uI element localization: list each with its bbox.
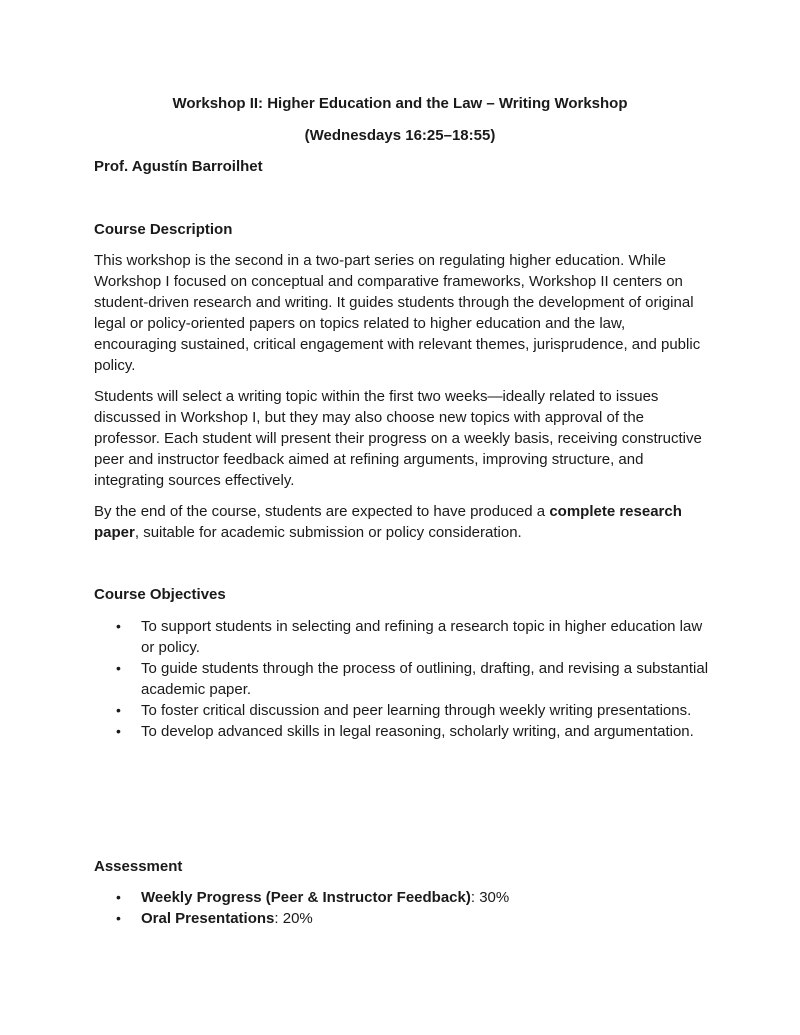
bullet-icon: • xyxy=(116,889,121,905)
bullet-icon: • xyxy=(116,702,121,718)
assessment-heading: Assessment xyxy=(94,858,183,875)
bullet-icon: • xyxy=(116,660,121,676)
objectives-list xyxy=(94,616,714,742)
course-objectives-heading: Course Objectives xyxy=(94,586,226,603)
description-paragraph-2: Students will select a writing topic within the first two weeks—ideally related to issues discussed in Workshop I, but they may also choose new topics with approval of the professor. Each student will present their progress on a weekly basis, receiving constructive peer and instructor feedback aimed at refining arguments, improving structure, and integrating sources effectively. xyxy=(94,388,702,489)
assessment-label: Weekly Progress (Peer & Instructor Feedback) xyxy=(141,889,471,906)
objective-text: To guide students through the process of outlining, drafting, and revising a substantial academic paper. xyxy=(141,660,709,698)
schedule-subtitle: (Wednesdays 16:25–18:55) xyxy=(304,127,496,144)
course-description-heading: Course Description xyxy=(94,221,233,238)
bullet-icon: • xyxy=(116,723,121,739)
objective-text: To develop advanced skills in legal reasoning, scholarly writing, and argumentation. xyxy=(141,723,694,740)
professor-name: Prof. Agustín Barroilhet xyxy=(94,158,263,175)
list-item xyxy=(94,616,714,658)
assessment-list xyxy=(94,887,714,929)
list-item xyxy=(94,887,714,908)
bullet-icon: • xyxy=(116,618,121,634)
list-item xyxy=(94,721,714,742)
para3-text-before: By the end of the course, students are expected to have produced a xyxy=(94,503,550,520)
list-item xyxy=(94,658,714,700)
bullet-icon: • xyxy=(116,910,121,926)
list-item xyxy=(94,908,714,929)
assessment-label: Oral Presentations xyxy=(141,910,275,927)
objective-text: To foster critical discussion and peer learning through weekly writing presentations. xyxy=(141,702,692,719)
para3-text-after: , suitable for academic submission or policy consideration. xyxy=(134,524,522,541)
document-title: Workshop II: Higher Education and the Law – Writing Workshop xyxy=(172,95,628,112)
description-paragraph-1: This workshop is the second in a two-part series on regulating higher education. While Workshop I focused on conceptual and comparative frameworks, Workshop II centers on student-driven research and writing. It guides students through the development of original legal or policy-oriented papers on topics related to higher education and the law, encouraging sustained, critical engagement with relevant themes, jurisprudence, and public policy. xyxy=(94,252,701,374)
assessment-weight: : 30% xyxy=(470,889,510,906)
description-paragraph-3 xyxy=(94,501,706,543)
assessment-weight: : 20% xyxy=(274,910,313,927)
list-item xyxy=(94,700,714,721)
para3-bold-text: complete research paper xyxy=(94,503,682,541)
objective-text: To support students in selecting and refining a research topic in higher education law or policy. xyxy=(141,618,703,656)
